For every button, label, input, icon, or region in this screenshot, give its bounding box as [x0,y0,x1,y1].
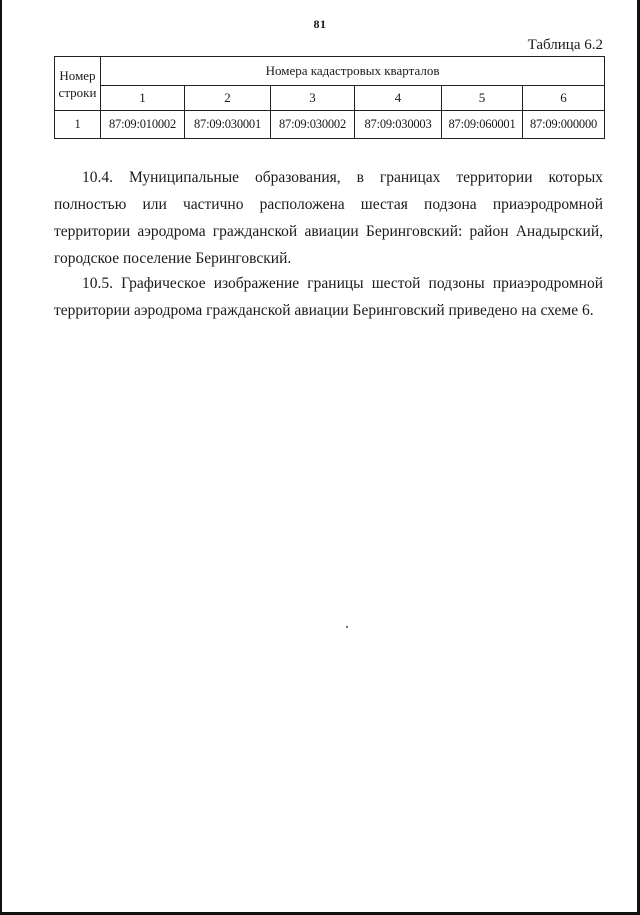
cadastral-number-cell: 87:09:030001 [185,111,271,139]
cadastral-quarters-table [54,56,605,139]
column-number: 2 [185,86,271,111]
scan-edge-left [0,0,2,915]
paragraph-10-4: 10.4. Муниципальные образования, в границах территории которых полностью или частично расположена шестая подзона приаэродромной территории аэродрома гражданской авиации Беринговский: район Анадырский, городское поселение Беринговский. [54,169,603,267]
table-row [55,111,605,139]
column-numbers-row [55,86,605,111]
row-number-header-line2: строки [58,84,97,100]
row-number-header-line1: Номер [59,67,96,83]
column-number: 5 [442,86,523,111]
row-number-cell: 1 [55,111,101,139]
cadastral-number-cell: 87:09:060001 [442,111,523,139]
column-number: 3 [271,86,355,111]
cadastral-number-cell: 87:09:030002 [271,111,355,139]
table-caption: Таблица 6.2 [527,37,603,53]
paragraph-10-5: 10.5. Графическое изображение границы шестой подзоны приаэродромной территории аэродрома гражданской авиации Беринговский приведено на схеме 6. [54,275,603,319]
cadastral-group-header: Номера кадастровых кварталов [101,57,605,86]
table-header-row [55,57,605,86]
column-number: 6 [523,86,605,111]
cadastral-number-cell: 87:09:030003 [355,111,442,139]
cadastral-number-cell: 87:09:000000 [523,111,605,139]
column-number: 1 [101,86,185,111]
row-number-header [55,57,101,111]
scan-speck [346,626,348,628]
page-number: 81 [313,17,327,31]
column-number: 4 [355,86,442,111]
cadastral-number-cell: 87:09:010002 [101,111,185,139]
